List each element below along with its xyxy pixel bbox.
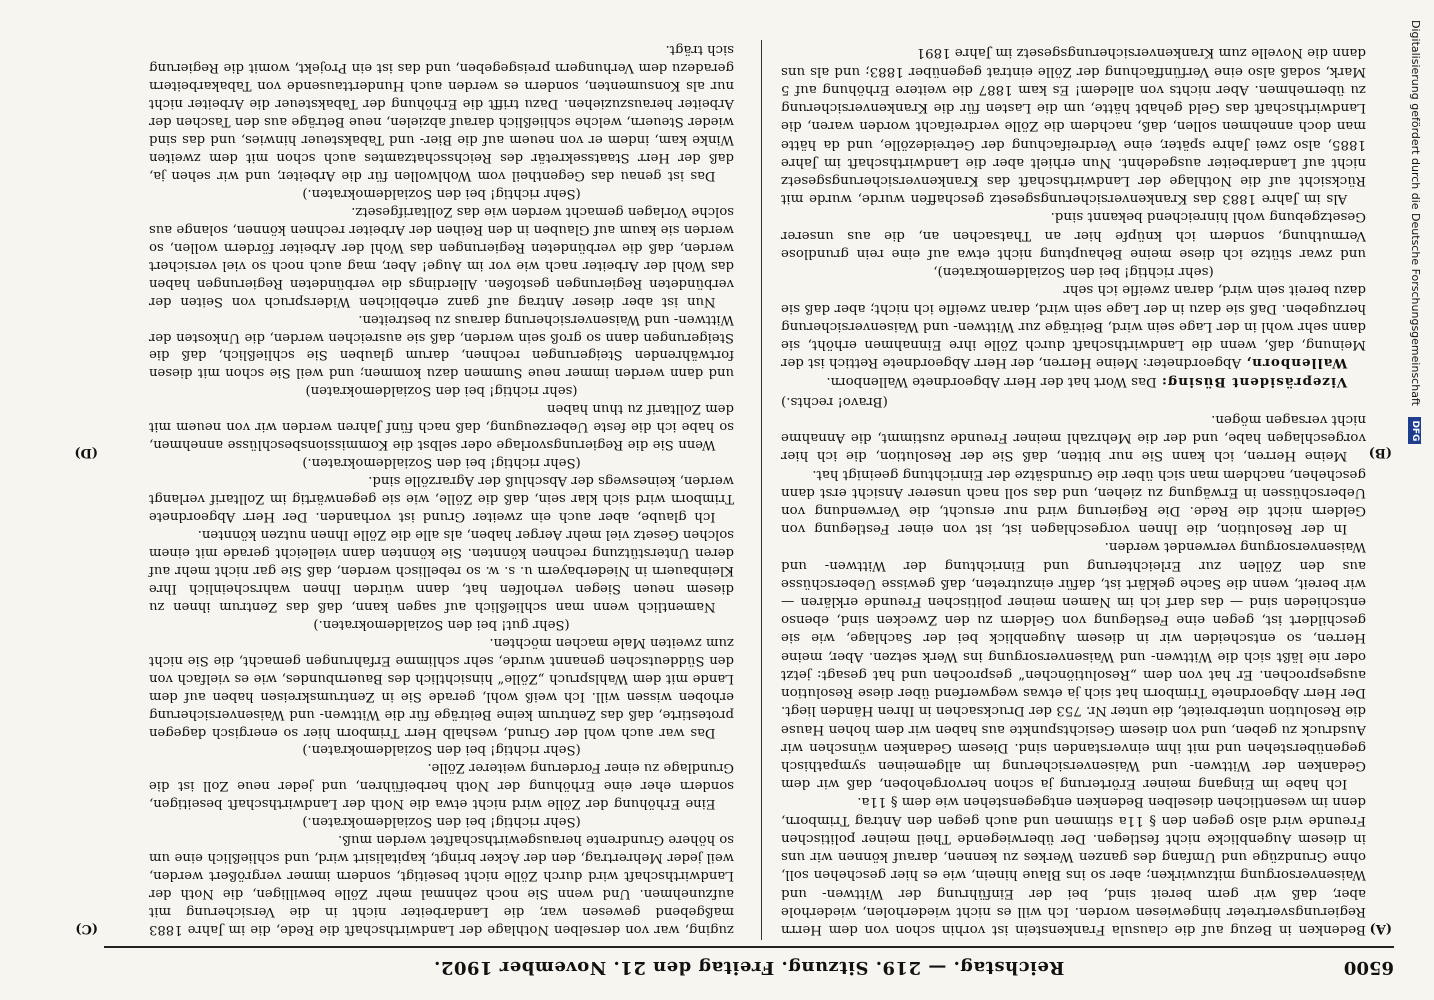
speech-text: Das Wort hat der Herr Abgeordnete Wallenborn.: [826, 374, 1157, 390]
paragraph: Das ist genau das Gegentheil vom Wohlwollen für die Arbeiter, und wir sehen ja, daß der Herr Staatssekretär des Reichsschatzamtes auch schon mit dem zweiten Winke kam, indem er von neuem auf die Bier- und Tabaksteuer hinwies, und das sind wieder Steuern, welche schließlich darauf abzielen, neue Beträge aus den Taschen der Arbeiter herauszuziehen. Dazu trifft die Erhöhung der Tabaksteuer die Arbeiter nicht nur als Konsumenten, sondern es werden auch Hunderttausende von Tabakarbeitern geradezu dem Verhungern preisgegeben, und das ist ein Projekt, womit die Regierung sich trägt.: [149, 42, 734, 183]
speaker-name: Vizepräsident Büsing:: [1160, 374, 1348, 391]
margin-marker-a: (A): [1369, 921, 1392, 936]
paragraph: Wenn Sie die Regierungsvorlage oder selbst die Kommissionsbeschlüsse annehmen, so habe ich die feste Ueberzeugung, daß nach fünf Jahren werden wir von neuem mit dem Zolltarif zu thun haben: [149, 401, 734, 453]
paragraph: Das war auch wohl der Grund, weshalb Herr Trimborn hier so energisch dagegen protestirte, daß das Zentrum keine Beiträge für die Wittwen- und Waisenversicherung erhoben wissen will. Ich weiß wohl, gerade Sie in Zentrumskreisen haben auf dem Lande mit dem Wahlspruch „Zölle“ hinsichtlich des Bauernbundes, wie es vielfach von den Süddeutschen genannt wurde, sehr schlimme Erfahrungen gemacht, die Sie nicht zum zweiten Male machen möchten.: [149, 634, 734, 740]
column-divider: [761, 40, 762, 940]
margin-marker-d: (D): [74, 445, 98, 460]
left-column: [781, 43, 1366, 938]
speech-text: Abgeordneter: Meine Herren, der Herr Abgeordnete Rettich ist der Meinung, daß, wenn die Landwirthschaft durch Zölle ihre Einnahmen erhöht, sie dann sehr wohl in der Lage sein wird, Beiträge zur Wittwen- und Waisenversicherung herzugeben. Daß sie dazu in der Lage sein wird, daran zweifle ich nicht; aber daß sie dazu bereit sein wird, daran zweifle ich sehr: [781, 282, 1366, 371]
paragraph: Ich habe im Eingang meiner Erörterung ja schon hervorgehoben, daß wir dem Gedanken der Wittwen- und Waisenversicherung im allgemeinen sympathisch gegenüberstehen und mit ihm einverstanden sind. Diesem Gedanken wünschen wir Ausdruck zu geben, und von diesem Gesichtspunkte aus haben wir dem hohen Hause die Resolution unterbreitet, die unter Nr. 753 der Drucksachen in Ihren Händen liegt. Der Herr Abgeordnete Trimborn hat sich ja etwas wegwerfend über diese Resolution ausgesprochen. Er hat von dem „Resolutiönchen“ gesprochen und hat gesagt: jetzt oder nie läßt sich die Wittwen- und Waisenversorgung ins Werk setzen. Aber, meine Herren, so entscheiden wir in diesem Augenblick bei der Sachlage, wie sie geschildert ist, gegen eine Festlegung von Geldern zu den Zwecken sind, ebenso entschieden sind — das darf ich im Namen meiner politischen Freunde erklären — wir bereit, wenn die Sache geklärt ist, dafür einzutreten, daß gewisse Ueberschüsse aus den Zöllen zur Erleichterung und Einrichtung der Wittwen- und Waisenversorgung verwendet werden.: [780, 539, 1366, 792]
paragraph: Namentlich wenn man schließlich auf sagen kann, daß das Zentrum ihnen zu diesem neuen Siegen verholfen hat, dann würden Ihnen wahrscheinlich Ihre Kleinbauern in Niederbayern u. s. w. so rebellisch werden, daß Sie gar nicht mehr auf deren Unterstützung rechnen könnten. Sie könnten dann vielleicht gerade mit einem solchen Gesetz viel mehr Aerger haben, als alle die Zölle Ihnen nutzen könnten.: [149, 527, 734, 614]
paragraph: Eine Erhöhung der Zölle wird nicht etwa die Noth der Landwirthschaft beseitigen, sondern eher eine Erhöhung der Noth herbeiführen, und jeder neue Zoll ist die Grundlage zu einer Forderung weiterer Zölle.: [149, 760, 734, 812]
interjection: (Sehr gut! bei den Sozialdemokraten.): [313, 616, 570, 632]
paragraph: In der Resolution, die Ihnen vorgeschlagen ist, ist von einer Festlegung von Geldern nicht die Rede. Die Regierung wird nur ersucht, die Verwendung von Ueberschüssen in Erwägung zu ziehen, und das soll nach unserer Ansicht erst dann geschehen, nachdem man sich über die Grundsätze der Einrichtung geeinigt hat.: [781, 466, 1366, 537]
paragraph: und dann werden immer neue Summen dazu kommen; und weil Sie schon mit diesen fortwährenden Steigerungen rechnen, darum glauben Sie schließlich, daß die Steigerungen dann so groß sein werden, daß sie ausreichen werden, die Unkosten der Wittwen- und Waisenversicherung daraus zu bestreiten.: [149, 311, 734, 381]
interjection: (Sehr richtig! bei den Sozialdemokraten.): [302, 455, 581, 471]
running-title: Reichstag. — 219. Sitzung. Freitag den 21. November 1902.: [433, 957, 1065, 978]
paragraph: zuging, war von derselben Nothlage der Landwirthschaft die Rede, die im Jahre 1883 maßgebend gewesen war, die Landarbeiter nicht in die Versicherung mit aufzunehmen. Und wenn Sie noch zehnmal mehr Zölle bewilligen, die Noth der Landwirthschaft wird durch Zölle nicht beseitigt, sondern immer vergrößert werden, weil jeder Mehrertrag, den der Acker bringt, kapitalisirt wird, und schließlich eine um so höhere Grundrente herausgewirthschaftet werden muß.: [149, 832, 734, 937]
interjection: (Sehr richtig! bei den Sozialdemokraten.): [302, 742, 581, 758]
page-header: [104, 952, 1394, 978]
paragraph: und zwar stütze ich diese meine Behauptung nicht etwa auf eine rein grundlose Vermuthung, sondern ich knüpfe hier an Thatsachen an, die aus unserer Gesetzgebung wohl hinreichend bekannt sind.: [781, 209, 1366, 261]
interjection: (sehr richtig! bei den Sozialdemokraten): [305, 383, 578, 399]
speaker-paragraph: [781, 372, 1366, 391]
dfg-logo: DFG: [1409, 417, 1422, 444]
speaker-paragraph: [781, 280, 1366, 372]
paragraph: Nun ist aber dieser Antrag auf ganz erheblichen Widerspruch von Seiten der verbündeten Regierungen gestoßen. Allerdings die verbündeten Regierungen haben das Wohl der Arbeiter nach wie vor im Auge! Aber, mag auch noch so viel versichert werden, daß die verbündeten Regierungen das Wohl der Arbeiter fördern wollen, so werden sie kaum auf Glauben in den Reihen der Arbeiter rechnen können, solange aus solche Vorlagen gemacht werden wie das Zolltarifgesetz.: [149, 203, 734, 309]
margin-marker-b: (B): [1368, 445, 1392, 460]
paragraph: Meine Herren, ich kann Sie nur bitten, daß Sie der Resolution, die ich hier vorgeschlagen habe, und der die Mehrzahl meiner Freunde zustimmt, die Annahme nicht versagen mögen.: [781, 411, 1366, 464]
digitization-footer: [1404, 20, 1426, 980]
digitization-note: Digitalisierung gefördert durch die Deutsche Forschungsgemeinschaft: [1409, 20, 1422, 406]
interjection: (Bravo! rechts.): [781, 393, 888, 409]
paragraph: Als im Jahre 1883 das Krankenversicherungsgesetz geschaffen wurde, wurde mit Rücksicht auf die Nothlage der Landwirthschaft das Krankenversicherungsgesetz nicht auf Landarbeiter ausgedehnt. Nun erhielt aber die Landwirthschaft im Jahre 1885, also zwei Jahre später, eine Verdreifachung der Getreidezölle, und da hätte man doch annehmen sollen, daß, nachdem die Zölle verdreifacht worden waren, die Landwirthschaft das Geld gehabt hätte, um die Lasten für die Krankenversicherung zu übernehmen. Aber nichts von alledem! Es kam 1887 die weitere Erhöhung auf 5 Mark, sodaß also eine Verfünffachung der Zölle eintrat gegenüber 1883; und als uns dann die Novelle zum Krankenversicherungsgesetz im Jahre 1891: [781, 45, 1366, 207]
interjection: (sehr richtig! bei den Sozialdemokraten),: [933, 264, 1214, 280]
page-number: 6500: [1343, 957, 1394, 978]
paragraph: Ich glaube, aber auch ein zweiter Grund ist vorhanden. Der Herr Abgeordnete Trimborn wird sich klar sein, daß die Zölle, wie sie gegenwärtig im Zolltarif verlangt werden, keineswegs der Abschluß der Agrarzölle sind.: [149, 473, 734, 525]
speaker-name: Wallenborn,: [1245, 355, 1348, 372]
right-column: [149, 40, 734, 938]
interjection: (Sehr richtig! bei den Sozialdemokraten.): [302, 814, 581, 830]
margin-marker-c: (C): [75, 921, 98, 936]
interjection: (Sehr richtig! bei den Sozialdemokraten.): [302, 185, 581, 201]
header-rule: [104, 946, 1394, 948]
paragraph: Bedenken in Bezug auf die clausula Frankenstein ist vorhin schon von dem Herrn Regierungsvertreter hingewiesen worden. Ich will es nicht wiederholen, wiederhole aber, daß wir gern bereit sind, bei der Einführung der Wittwen- und Waisenversorgung mitzuwirken; aber so ins Blaue hinein, wie es hier geschehen soll, ohne Grundzüge und Umfang des ganzen Werkes zu kennen, darauf können wir uns in diesem Augenblicke nicht festlegen. Der überwiegende Theil meiner politischen Freunde wird also gegen den § 11a stimmen und auch gegen den Antrag Trimborn, denn im wesentlichen dieselben Bedenken entgegenstehen wie dem § 11a.: [781, 794, 1366, 937]
